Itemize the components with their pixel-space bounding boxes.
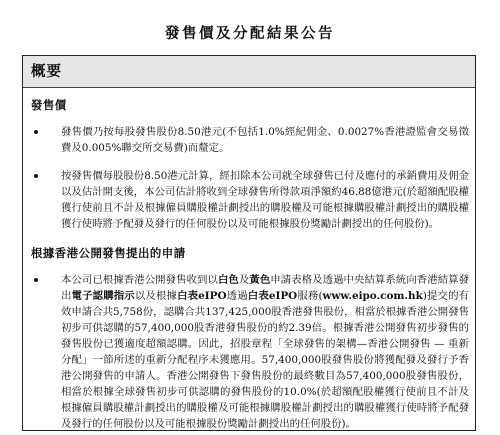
text-segment: 透過 xyxy=(226,290,248,302)
list-item-net-proceeds xyxy=(23,168,475,232)
white-form-eipo-label: 白表eIPO xyxy=(177,290,227,302)
bullet-icon xyxy=(34,174,38,178)
bullet-icon xyxy=(34,278,38,282)
summary-box xyxy=(22,55,476,431)
electronic-application-label: 電子認購指示 xyxy=(71,290,135,302)
paragraph-applications xyxy=(61,272,469,431)
list-item-offer-price xyxy=(23,124,475,156)
white-form-label: 白色 xyxy=(217,274,239,286)
paragraph-net-proceeds: 按發售價每股股份8.50港元計算，經扣除本公司就全球發售已付及應付的承銷費用及佣金以及估計開支後，本公司估計將收到全球發售所得款項淨額約46.88億港元(於超額配股權獲行使前且不計及根據僱員購股權計劃授出的購股權及可能根據購股權計劃授出的購股權獲行使時將予配發及發行的任何股份以及可能根據股份獎勵計劃授出的任何股份)。 xyxy=(61,170,469,230)
summary-heading: 概要 xyxy=(31,63,62,80)
paragraph-offer-price: 發售價乃按每股發售股份8.50港元(不包括1.0%經紀佣金、0.0027%香港證監會交易徵費及0.005%聯交所交易費)而釐定。 xyxy=(61,126,469,154)
text-segment: 服務( xyxy=(297,290,323,302)
section-heading-hk-public-offering: 根據香港公開發售提出的申請 xyxy=(31,246,186,260)
section-heading-offer-price: 發售價 xyxy=(31,98,67,112)
summary-box-header xyxy=(23,56,475,88)
white-form-eipo-label: 白表eIPO xyxy=(247,290,298,302)
text-segment: 及 xyxy=(238,274,250,286)
yellow-form-label: 黃色 xyxy=(249,274,271,286)
list-item-applications xyxy=(23,272,475,431)
bullet-icon xyxy=(34,130,38,134)
text-segment: 以及根據 xyxy=(134,290,178,302)
text-segment: )提交的有效申請合共5,758份，認購合共137,425,000股香港發售股份，相當於根據香港公開發售初步可供認購的57,400,000股香港發售股份的約2.39倍。根據香港公開發售初步發售的發售股份已獲適度超額認購。因此，招股章程「全球發售的架構—香港公開發售 — 重新分配」一節所述的重新分配程序未獲應用。57,400,000股發售股份將獲配發及發行予香港公開發售的申請人。香港公開發售下發售股份的最終數目為57,400,000股發售股份，相當於根據全球發售初步可供認購的發售股份的10.0%(於超額配股權獲行使前且不計及根據僱員購股權計劃授出的購股權及可能根據購股權計劃授出的購股權獲行使時將予配發及發行的任何股份以及可能根據股份獎勵計劃授出的任何股份)。 xyxy=(61,290,470,430)
eipo-website-link[interactable]: www.eipo.com.hk xyxy=(322,290,423,302)
text-segment: 本公司已根據香港公開發售收到以 xyxy=(61,274,218,286)
text-segment: 申請表格及透過中央結算系統向香港結算發出 xyxy=(61,274,470,302)
page-title: 發售價及分配結果公告 xyxy=(165,25,335,42)
